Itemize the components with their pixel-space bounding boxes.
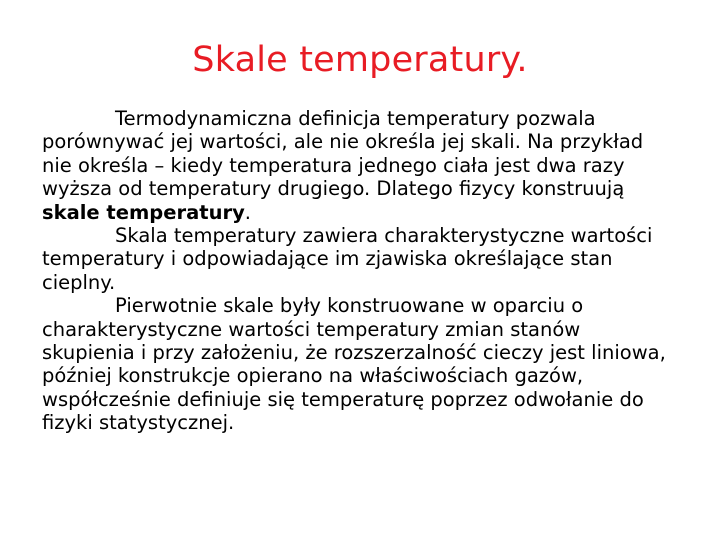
bold-term: skale temperatury <box>42 200 245 224</box>
paragraph-history: Pierwotnie skale były konstruowane w oparciu o charakterystyczne wartości temperatury zmian stanów skupienia i przy założeniu, że rozszerzalność cieczy jest liniowa, później konstrukcje opierano na właściwościach gazów, współcześnie definiuje się temperaturę poprzez odwołanie do fizyki statystycznej. <box>42 294 666 435</box>
paragraph-definition-text: Termodynamiczna definicja temperatury pozwala porównywać jej wartości, ale nie określa jej skali. Na przykład nie określa – kiedy temperatura jednego ciała jest dwa razy wyższa od temperatury drugiego. Dlatego fizycy konstruują <box>42 107 644 201</box>
slide-title: Skale temperatury. <box>192 40 528 80</box>
paragraph-definition-end: . <box>244 200 251 224</box>
paragraph-scale: Skala temperatury zawiera charakterystyczne wartości temperatury i odpowiadające im zjawiska określające stan cieplny. <box>42 224 653 294</box>
slide-body <box>42 107 672 435</box>
paragraph-definition <box>42 107 672 224</box>
